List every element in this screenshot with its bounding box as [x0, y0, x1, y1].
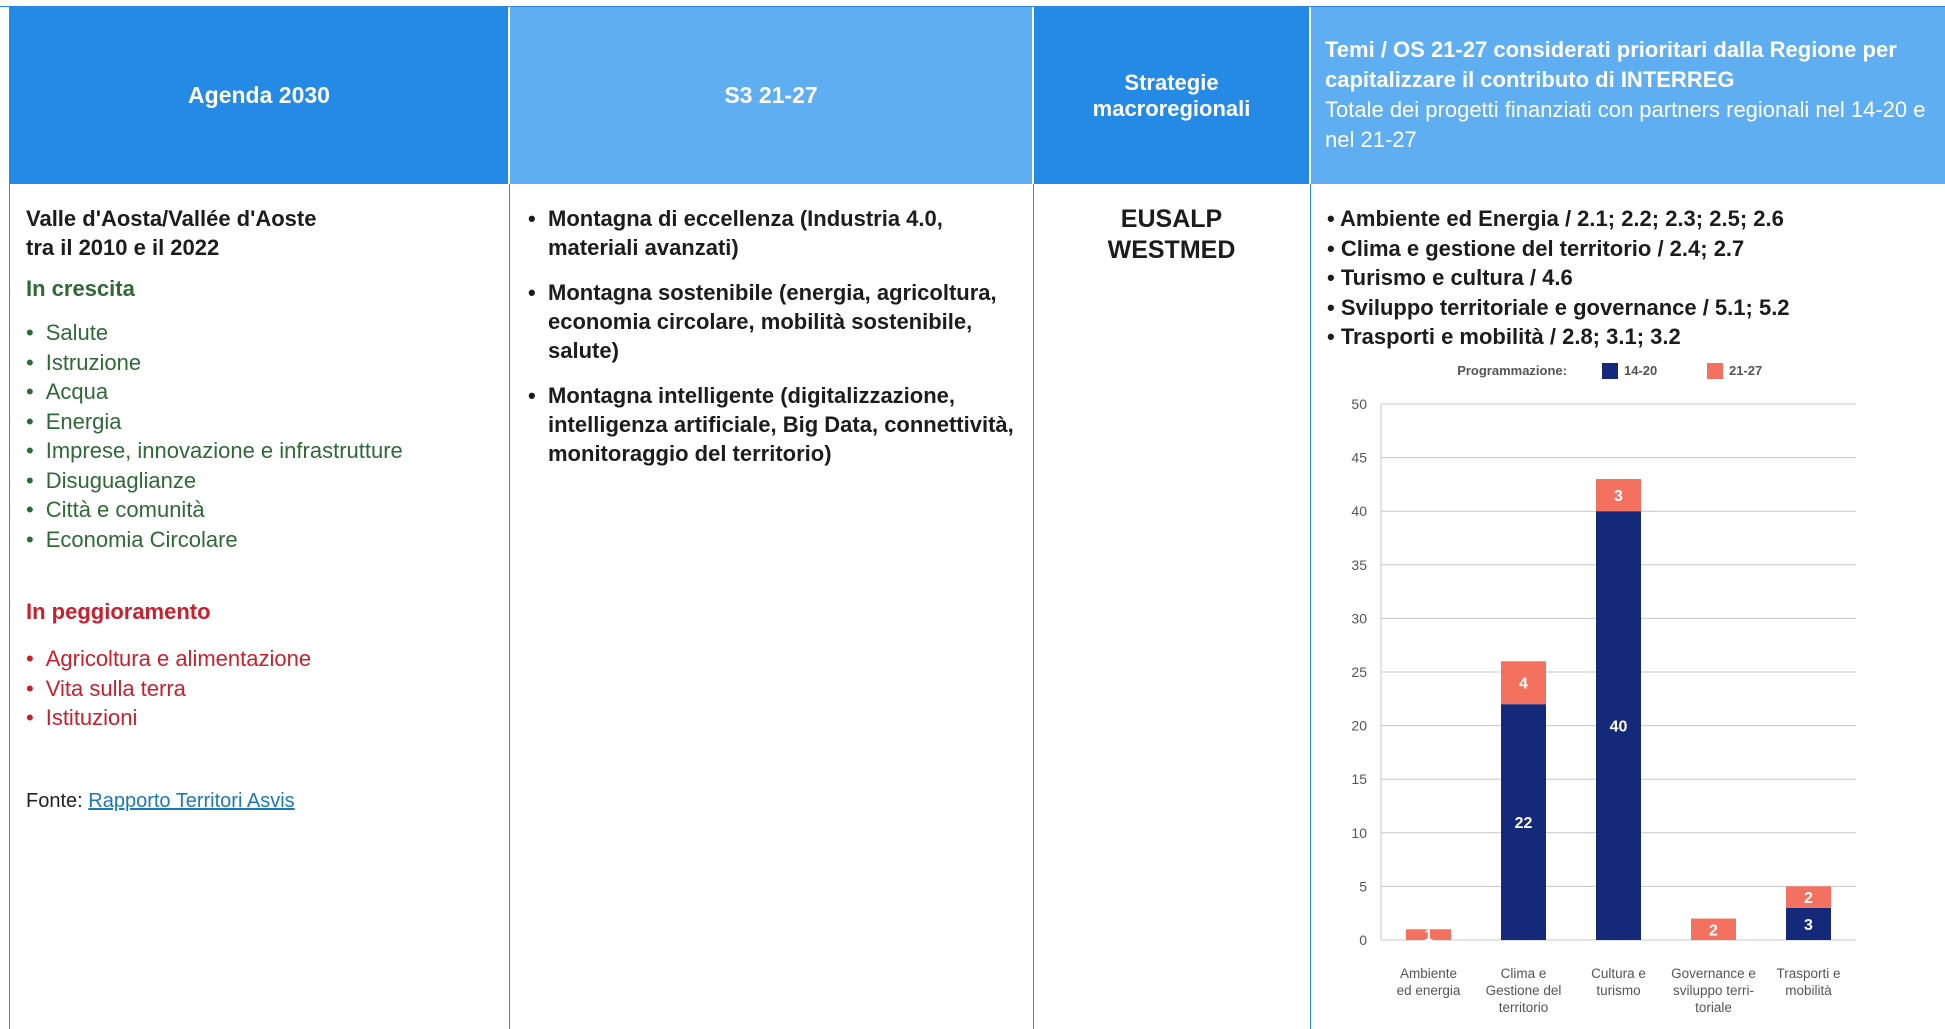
header-s3: [510, 7, 1032, 184]
legend-title: Programmazione:: [1457, 363, 1567, 378]
x-tick-label: Gestione del: [1485, 983, 1562, 998]
list-item: • Turismo e cultura / 4.6: [1327, 263, 1790, 293]
y-tick-label: 0: [1359, 932, 1367, 948]
x-tick-label: mobilità: [1785, 983, 1832, 998]
bar-label-21-27: 4: [1519, 675, 1528, 693]
list-item: • Agricoltura e alimentazione: [26, 644, 311, 674]
y-tick-label: 20: [1351, 717, 1367, 734]
bar-label-14-20: 3: [1804, 916, 1813, 934]
x-tick-label: ed energia: [1396, 983, 1461, 998]
header-temi-subtitle: Totale dei progetti finanziati con partners regionali nel 14-20 e nel 21-27: [1325, 97, 1926, 152]
bar-label-21-27: 3: [1614, 488, 1623, 506]
list-item: • Vita sulla terra: [26, 674, 311, 704]
agenda-column: [10, 184, 508, 1029]
x-tick-label: Cultura e: [1591, 966, 1646, 981]
legend-label-14-20: 14-20: [1624, 363, 1658, 378]
s3-list: [528, 204, 1018, 484]
strategie-eusalp: EUSALP: [1120, 205, 1223, 233]
y-tick-label: 15: [1351, 771, 1367, 788]
list-item: • Ambiente ed Energia / 2.1; 2.2; 2.3; 2.5; 2.6: [1327, 204, 1790, 234]
bar-label-14-20: 40: [1609, 718, 1628, 736]
list-item: • Disuguaglianze: [26, 466, 403, 496]
fonte-label: Fonte:: [26, 790, 89, 812]
x-tick-label: Governance e: [1671, 966, 1756, 981]
header-strategie: [1034, 7, 1309, 184]
list-item: • Montagna sostenibile (energia, agricoltura, economia circolare, mobilità sostenibile, salute): [528, 278, 1018, 365]
fonte-link[interactable]: Rapporto Territori Asvis: [88, 790, 295, 812]
y-tick-label: 40: [1351, 503, 1367, 520]
in-peggioramento-list: [26, 644, 311, 733]
x-tick-label: turismo: [1596, 983, 1641, 998]
header-agenda-label: Agenda 2030: [188, 82, 330, 108]
list-item: • Montagna di eccellenza (Industria 4.0, materiali avanzati): [528, 204, 1018, 262]
y-tick-label: 50: [1351, 396, 1367, 412]
x-tick-label: Clima e: [1500, 966, 1547, 981]
list-item: • Istituzioni: [26, 703, 311, 733]
agenda-title-line1: Valle d'Aosta/Vallée d'Aoste: [26, 206, 317, 231]
header-temi-title: Temi / OS 21-27 considerati prioritari dalla Regione per capitalizzare il contributo di INTERREG: [1325, 37, 1897, 92]
x-tick-label: sviluppo terri-: [1672, 983, 1755, 998]
bar-label-14-20: 22: [1514, 815, 1533, 833]
y-tick-label: 10: [1351, 824, 1367, 841]
agenda-title: [26, 204, 316, 262]
x-tick-label: Ambiente: [1399, 966, 1458, 981]
agenda-title-line2: tra il 2010 e il 2022: [26, 235, 220, 260]
list-item: • Salute: [26, 318, 403, 348]
s3-column: [510, 184, 1032, 1029]
x-tick-label: Trasporti e: [1776, 966, 1841, 981]
strategie-values: [1034, 204, 1309, 266]
y-tick-label: 45: [1351, 449, 1367, 466]
x-tick-label: territorio: [1498, 1000, 1549, 1015]
header-temi: [1311, 7, 1945, 184]
in-crescita-heading: In crescita: [26, 276, 135, 301]
list-item: • Montagna intelligente (digitalizzazione, intelligenza artificiale, Big Data, connettività, monitoraggio del territorio): [528, 381, 1018, 468]
strategie-column: [1034, 184, 1309, 1029]
legend-swatch-14-20: [1602, 363, 1618, 379]
strategie-westmed: WESTMED: [1107, 236, 1236, 264]
y-tick-label: 5: [1359, 878, 1367, 895]
legend-swatch-21-27: [1707, 363, 1723, 379]
fonte: [26, 790, 295, 813]
legend-label-21-27: 21-27: [1729, 363, 1763, 378]
header-s3-label: S3 21-27: [724, 82, 818, 108]
header-strategie-line1: Strategie: [1124, 69, 1219, 95]
list-item: • Istruzione: [26, 348, 403, 378]
header-agenda-2030: [10, 7, 508, 184]
bar-label-21-27: 1: [1424, 927, 1433, 945]
in-crescita-list: [26, 318, 403, 554]
header-strategie-line2: macroregionali: [1092, 95, 1251, 121]
list-item: • Imprese, innovazione e infrastrutture: [26, 436, 403, 466]
in-peggioramento-heading: In peggioramento: [26, 599, 211, 624]
list-item: • Sviluppo territoriale e governance / 5.1; 5.2: [1327, 293, 1790, 323]
stacked-bar-chart: [1311, 360, 1945, 1020]
list-item: • Clima e gestione del territorio / 2.4; 2.7: [1327, 234, 1790, 264]
y-tick-label: 25: [1351, 664, 1367, 680]
temi-list: [1327, 204, 1790, 352]
list-item: • Trasporti e mobilità / 2.8; 3.1; 3.2: [1327, 322, 1790, 352]
list-item: • Città e comunità: [26, 495, 403, 525]
y-tick-label: 30: [1351, 610, 1367, 627]
list-item: • Energia: [26, 407, 403, 437]
y-tick-label: 35: [1351, 556, 1367, 573]
list-item: • Economia Circolare: [26, 525, 403, 555]
list-item: • Acqua: [26, 377, 403, 407]
x-tick-label: toriale: [1695, 1000, 1732, 1015]
bar-label-21-27: 2: [1709, 922, 1718, 940]
bar-label-21-27: 2: [1804, 890, 1813, 908]
